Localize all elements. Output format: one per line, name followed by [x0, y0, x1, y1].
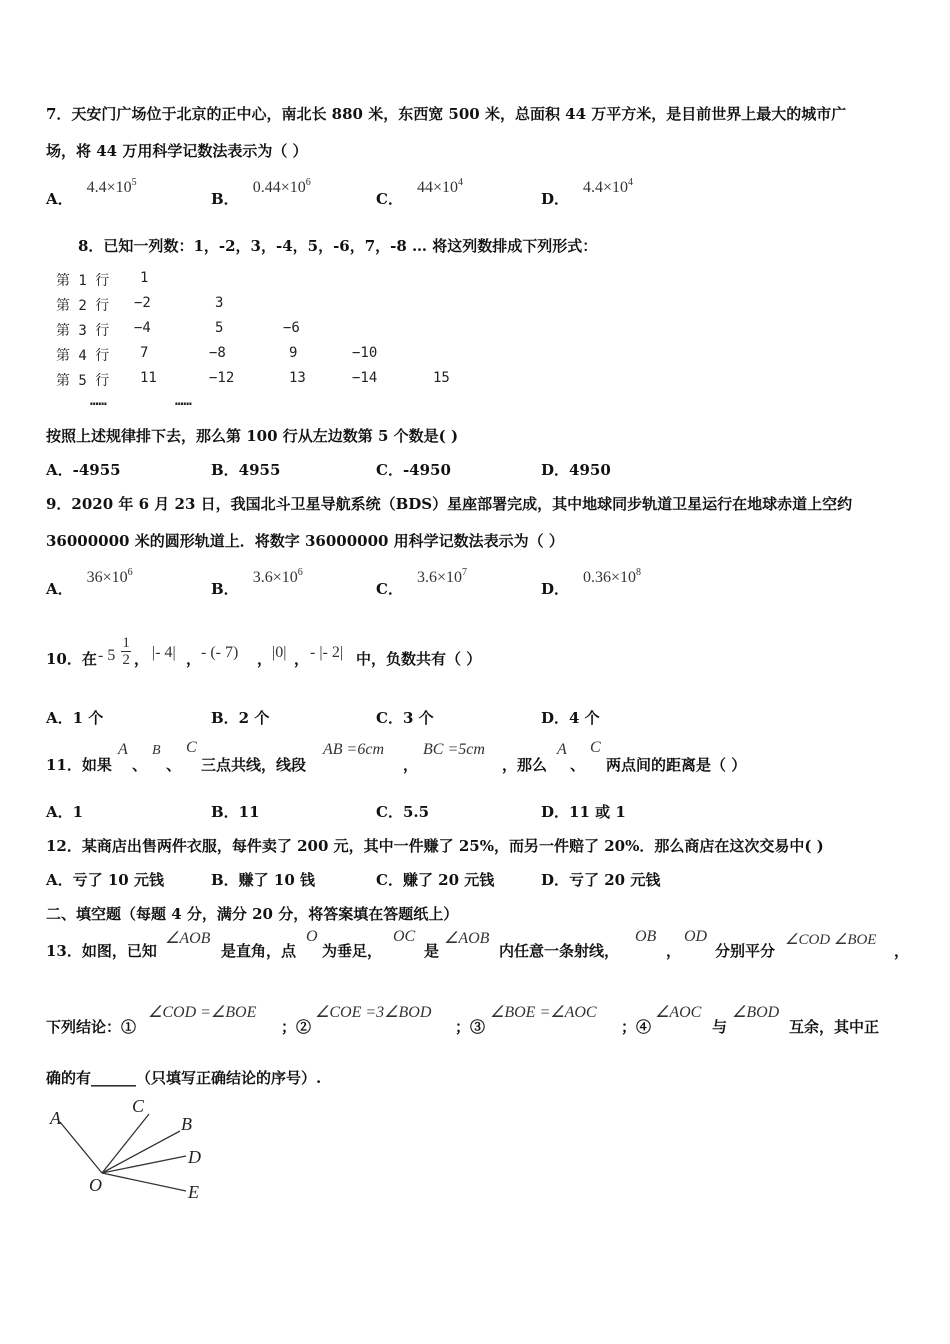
q11-point-c2: C [590, 739, 601, 756]
q8-row-5-num: 11 [140, 370, 157, 386]
label-d: D [188, 1147, 201, 1167]
q13-conclusion-4a: ∠AOC [655, 1004, 702, 1021]
option-label: A． [46, 190, 73, 208]
option-label: A． [46, 580, 73, 598]
ray-ob [102, 1131, 180, 1173]
q12-text: 12．某商店出售两件衣服，每件卖了 200 元，其中一件赚了 25%，而另一件赔了 20%．那么商店在这次交易中( ) [46, 837, 824, 855]
option-value: $3.6\times 10^7$ [416, 567, 467, 586]
q11-sep: 、 [570, 756, 586, 774]
q10-suffix: 中，负数共有（ ） [356, 650, 482, 668]
q11-ab-length: AB =6cm [323, 741, 384, 758]
q8-row-3-num: 5 [215, 320, 224, 336]
q10-sep: ， [186, 650, 202, 668]
q7-line1: 7．天安门广场位于北京的正中心，南北长 880 米，东西宽 500 米，总面积 44 万平方米，是目前世界上最大的城市广 [46, 105, 847, 123]
q13-sep: ；③ [455, 1018, 486, 1036]
option-value: $3.6\times 10^6$ [252, 567, 303, 586]
q8-row-5-num: −14 [352, 370, 378, 386]
label-e: E [188, 1182, 199, 1202]
q9-line1: 9．2020 年 6 月 23 日，我国北斗卫星导航系统（BDS）星座部署完成，其中地球同步轨道卫星运行在地球赤道上空约 [46, 495, 853, 513]
q11-then: ，那么 [502, 756, 548, 774]
q13-conclusion-4b: ∠BOD [732, 1004, 780, 1021]
option-value: $4.4\times 10^5$ [86, 177, 137, 196]
q10-sep: ， [257, 650, 273, 668]
q8-row-3-label: 第 3 行 [56, 323, 110, 339]
option-label: C． [376, 580, 403, 598]
q8-row-4-label: 第 4 行 [56, 348, 110, 364]
q8-intro: 8．已知一列数：1，-2，3，-4，5，-6，7，-8 … 将这列数排成下列形式： [78, 237, 598, 255]
q8-question: 按照上述规律排下去，那么第 100 行从左边数第 5 个数是( ) [46, 427, 459, 445]
q13-text: 为垂足， [322, 942, 383, 960]
q8-row-5-num: 13 [289, 370, 306, 386]
q8-row-2-num: −2 [134, 295, 151, 311]
q7-line2: 场，将 44 万用科学记数法表示为（ ） [46, 142, 308, 160]
q11-bc-length: BC =5cm [423, 741, 485, 758]
ray-od [102, 1156, 186, 1173]
option-value: $0.44\times 10^6$ [252, 177, 311, 196]
q9-option-b [211, 566, 303, 598]
q8-row-3-num: −6 [283, 320, 300, 336]
q8-row-4-num: 9 [289, 345, 298, 361]
option-value: $0.36\times 10^8$ [583, 567, 642, 586]
q13-conclusions-prefix: 下列结论：① [46, 1018, 137, 1036]
q13-text: 分别平分 [715, 942, 776, 960]
q8-row-4-num: −10 [352, 345, 378, 361]
q13-text: 与 [712, 1018, 728, 1036]
q11-prefix: 11．如果 [46, 756, 112, 774]
q13-sep: ；② [281, 1018, 312, 1036]
label-c: C [132, 1096, 145, 1116]
q13-ray-ob: OB [635, 928, 657, 945]
q13-text: ， [666, 942, 682, 960]
q8-row-1-label: 第 1 行 [56, 273, 110, 289]
q13-text: 内任意一条射线， [499, 942, 620, 960]
label-o: O [89, 1175, 102, 1195]
q13-point-o: O [306, 928, 318, 945]
q10-option-a: A．1 个 [46, 709, 104, 727]
ray-oa [60, 1122, 102, 1173]
q13-text: ， [894, 942, 910, 960]
q8-row-3-num: −4 [134, 320, 151, 336]
q11-point-c: C [186, 739, 197, 756]
q8-ellipsis: …… [175, 393, 192, 409]
q11-option-b: B．11 [211, 803, 260, 821]
q10-abs-neg4: |- 4| [152, 644, 176, 661]
q11-sep: 、 [166, 756, 182, 774]
q13-conclusion-1: ∠COD =∠BOE [148, 1004, 257, 1021]
q8-row-5-label: 第 5 行 [56, 373, 110, 389]
q13-prefix: 13．如图，已知 [46, 942, 157, 960]
ray-oe [102, 1173, 186, 1191]
q11-option-a: A．1 [46, 803, 84, 821]
q8-row-4-num: −8 [209, 345, 226, 361]
option-label: B． [211, 190, 239, 208]
q8-row-5-num: −12 [209, 370, 235, 386]
q10-abs-zero: |0| [272, 644, 287, 661]
q13-angle-aob2: ∠AOB [444, 930, 490, 947]
q11-point-a: A [118, 741, 128, 758]
q11-option-d: D．11 或 1 [541, 803, 626, 821]
q9-line2: 36000000 米的圆形轨道上．将数字 36000000 用科学记数法表示为（ ） [46, 532, 564, 550]
q10-prefix: 10．在 [46, 650, 97, 668]
q13-conclusion-2: ∠COE =3∠BOD [315, 1004, 432, 1021]
q13-conclusion-3: ∠BOE =∠AOC [490, 1004, 597, 1021]
q11-point-b: B [152, 743, 161, 758]
q11-comma: ， [403, 756, 419, 774]
label-a: A [50, 1108, 61, 1128]
q11-point-a2: A [557, 741, 567, 758]
q8-option-d: D．4950 [541, 461, 611, 479]
q7-option-c [376, 176, 463, 208]
q8-ellipsis: …… [90, 393, 107, 409]
q12-option-b: B．赚了 10 钱 [211, 871, 315, 889]
q11-suffix: 两点间的距离是（ ） [606, 756, 747, 774]
ray-oc [102, 1114, 149, 1173]
option-label: C． [376, 190, 403, 208]
q13-line3: 确的有______（只填写正确结论的序号）. [46, 1069, 322, 1087]
q13-sep: ；④ [621, 1018, 652, 1036]
angle-figure [40, 1090, 230, 1210]
section-heading: 二、填空题（每题 4 分，满分 20 分，将答案填在答题纸上） [46, 905, 459, 923]
q10-mixed-number: - 5 $\frac{1}{2}$ [98, 635, 130, 668]
q10-sep: ， [134, 650, 150, 668]
option-label: D． [541, 190, 570, 208]
q10-sep: ， [294, 650, 310, 668]
option-value: $36\times 10^6$ [86, 567, 133, 586]
option-label: D． [541, 580, 570, 598]
q11-mid: 三点共线，线段 [201, 756, 307, 774]
q8-row-2-label: 第 2 行 [56, 298, 110, 314]
q9-option-d [541, 566, 642, 598]
q13-angle-aob: ∠AOB [165, 930, 211, 947]
q7-option-b [211, 176, 311, 208]
q13-text: 是 [424, 942, 440, 960]
label-b: B [181, 1114, 192, 1134]
q8-option-b: B．4955 [211, 461, 281, 479]
q12-option-a: A．亏了 10 元钱 [46, 871, 164, 889]
q8-row-2-num: 3 [215, 295, 224, 311]
q13-text: 是直角，点 [221, 942, 297, 960]
q8-option-c: C．-4950 [376, 461, 451, 479]
q11-sep: 、 [132, 756, 148, 774]
q13-ray-oc: OC [393, 928, 416, 945]
q8-row-1-num: 1 [140, 270, 149, 286]
q12-option-d: D．亏了 20 元钱 [541, 871, 661, 889]
option-label: B． [211, 580, 239, 598]
q12-option-c: C．赚了 20 元钱 [376, 871, 495, 889]
q8-row-5-num: 15 [433, 370, 450, 386]
q13-ray-od: OD [684, 928, 708, 945]
q10-option-c: C．3 个 [376, 709, 434, 727]
option-value: $4.4\times 10^4$ [583, 177, 634, 196]
q9-option-a [46, 566, 133, 598]
q9-option-c [376, 566, 467, 598]
q13-angles-cod-boe: ∠COD ∠BOE [785, 932, 877, 948]
q10-option-d: D．4 个 [541, 709, 600, 727]
option-value: $44\times 10^4$ [416, 177, 463, 196]
q8-option-a: A．-4955 [46, 461, 121, 479]
q7-option-a [46, 176, 137, 208]
q8-row-4-num: 7 [140, 345, 149, 361]
q10-neg-paren: - (- 7) [201, 644, 239, 661]
q10-neg-abs: - |- 2| [310, 644, 344, 661]
q13-text: 互余，其中正 [789, 1018, 880, 1036]
q11-option-c: C．5.5 [376, 803, 430, 821]
q7-option-d [541, 176, 634, 208]
q10-option-b: B．2 个 [211, 709, 270, 727]
